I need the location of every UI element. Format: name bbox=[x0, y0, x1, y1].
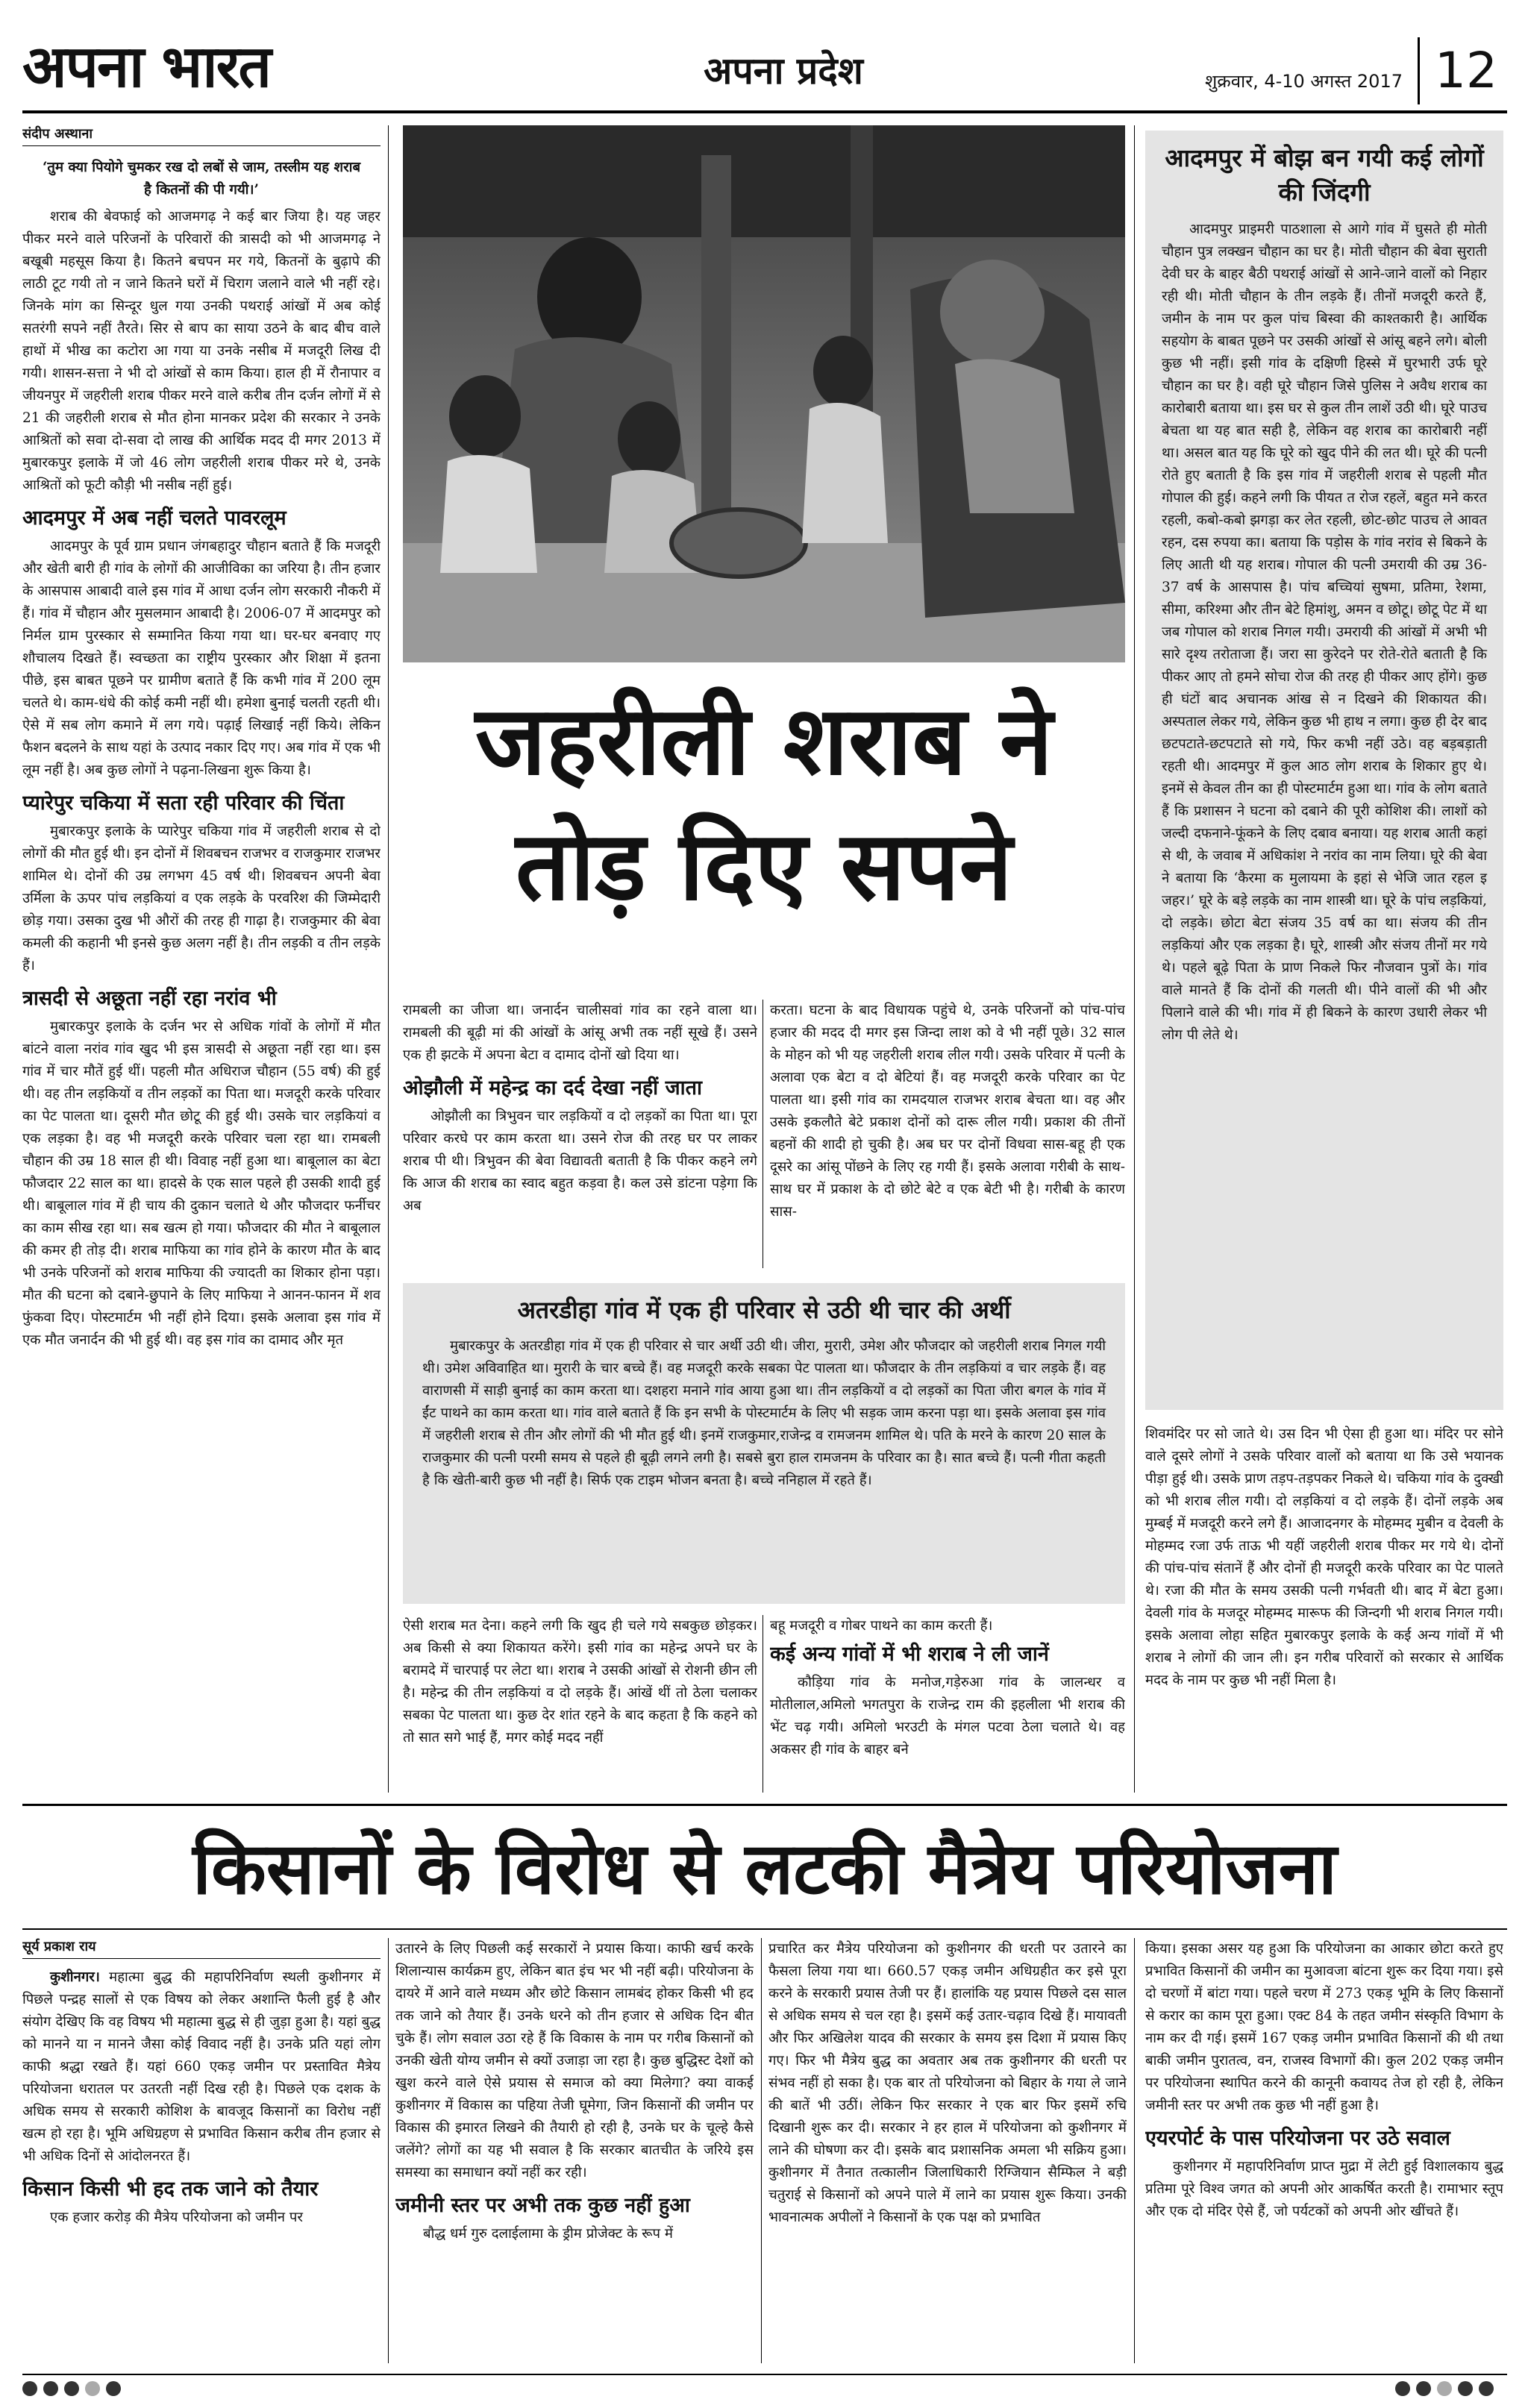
paragraph: करता। घटना के बाद विधायक पहुंचे थे, उनके परिजनों को पांच-पांच हजार की मदद दी मगर इस जिन्दा लाश को वे भी नहीं पूछे। 32 साल के मोहन को भी यह जहरीली शराब लील गयी। उसके परिवार में पत्नी के अलावा एक बेटा व दो बेटियां हैं। वह मजदूरी करके परिवार का पेट पालता था। इसी गांव का रामदयाल राजभर शराब बेचता था। वह और उसके इकलौते बेटे प्रकाश दोनों को दारू लील गयी। प्रकाश की तीनों बहनों की शादी हो चुकी है। अब घर पर दोनों विधवा सास-बहू ही एक दूसरे का आंसू पोंछने के लिए रह गयी हैं। इसके अलावा गरीबी के साथ-साथ घर में प्रकाश के दो छोटे बेटे व एक बेटी भी है। गरीबी के कारण सास- bbox=[770, 1003, 1125, 1220]
story1-left-column bbox=[22, 125, 381, 1793]
low-column-1 bbox=[403, 1615, 757, 1793]
subheading-adampur: आदमपुर में अब नहीं चलते पावरलूम bbox=[22, 507, 286, 530]
box-text: मुबारकपुर के अतरडीहा गांव में एक ही परिवार से चार अर्थी उठी थी। जीरा, मुरारी, उमेश और फौजदार को जहरीली शराब निगल गयी थी। उमेश अविवाहित था। मुरारी के चार बच्चे हैं। वह मजदूरी करके सबका पेट पालता था। फौजदार के तीन लड़कियां व चार लड़के हैं। वह वाराणसी में साड़ी बुनाई का काम करता था। दशहरा मनाने गांव आया हुआ था। तीन लड़कियों व दो लड़कों का पिता जीरा बगल के गांव में ईंट पाथने का काम करता था। गांव वाले बताते हैं कि इन सभी के पोस्टमार्टम के लिए भी सड़क जाम करना पड़ा था। इसके अलावा इस गांव में जहरीली शराब से तीन और लोगों की भी मौत हुई थी। इनमें राजकुमार,राजेन्द्र व रामजनम शामिल थे। पति के मरने के कारण 20 साल के राजकुमार की पत्नी परमी समय से पहले ही बूढ़ी लगने लगी है। सबसे बुरा हाल रामजनम के परिवार का है। सात बच्चे हैं। पत्नी गीता कहती है कि खेती-बारी कुछ भी नहीं है। सिर्फ एक टाइम भोजन बनता है। बच्चे ननिहाल में रहते हैं। bbox=[422, 1338, 1106, 1488]
subheading-pyarepur: प्यारेपुर चकिया में सता रही परिवार की चिंता bbox=[22, 791, 345, 815]
paragraph: मुबारकपुर इलाके के प्यारेपुर चकिया गांव में जहरीली शराब से दो लोगों की मौत हुई थी। इन दोनों में शिवबचन राजभर व राजकुमार राजभर शामिल थे। दोनों की उम्र लगभग 45 वर्ष थी। शिवबचन अपनी बेवा उर्मिला के ऊपर पांच लड़कियां व एक लड़के के परवरिश की जिम्मेदारी छोड़ गया। उसका दुख भी औरों की तरह ही गाढ़ा है। राजकुमार की बेवा कमली की कहानी भी इनसे कुछ अलग नहीं है। तीन लड़की व तीन लड़के हैं। bbox=[22, 824, 381, 973]
paragraph: कौड़िया गांव के मनोज,गड़ेरुआ गांव के जालन्धर व मोतीलाल,अमिलो भगतपुरा के राजेन्द्र राम की इहलीला भी शराब की भेंट चढ़ गयी। अमिलो भरउटी के मंगल पटवा ठेला चलाते थे। वह अकसर ही गांव के बाहर बने bbox=[770, 1675, 1125, 1758]
paragraph: आदमपुर के पूर्व ग्राम प्रधान जंगबहादुर चौहान बताते हैं कि मजदूरी और खेती बारी ही गांव के लोगों की आजीविका का जरिया है। तीन हजार के आसपास आबादी वाले इस गांव में आधा दर्जन लोग सरकारी नौकरी में हैं। गांव में चौहान और मुसलमान आबादी है। 2006-07 में आदमपुर को निर्मल ग्राम पुरस्कार से सम्मानित किया गया था। घर-घर बनवाए गए शौचालय दिखते हैं। स्वच्छता का राष्ट्रीय पुरस्कार और शिक्षा में इतना पीछे, इस बाबत पूछने पर ग्रामीण बताते हैं कि कभी गांव में 200 लूम चलते थे। काम-धंधे की कोई कमी नहीं थी। हमेशा बुनाई चलती रहती थी। ऐसे में सब लोग कमाने में लग गये। पढ़ाई लिखाई नहीं किये। लेकिन फैशन बदलने के साथ यहां के उत्पाद नकार दिए गए। अब गांव में एक भी लूम नहीं है। अब कुछ लोगों ने पढ़ना-लिखना शुरू किया है। bbox=[22, 539, 381, 778]
box-text: आदमपुर प्राइमरी पाठशाला से आगे गांव में घुसते ही मोती चौहान पुत्र लक्खन चौहान का घर है। मोती चौहान की बेवा सुराती देवी घर के बाहर बैठी पथराई आंखों से आने-जाने वालों को निहार रही थी। मोती चौहान के तीन लड़के हैं। तीनों मजदूरी करते हैं, जमीन के नाम पर कुल पांच बिस्वा की काश्तकारी है। आर्थिक सहयोग के बाबत पूछने पर उसकी आंखों से आंसू बहने लगे। बोली कुछ भी नहीं। इसी गांव के दक्षिणी हिस्से में घुरभारी उर्फ घूरे चौहान का घर है। वही घूरे चौहान जिसे पुलिस ने अवैध शराब का कारोबारी बताया था। इस घर से कुल तीन लाशें उठी थी। घूरे पाउच बेचता था यह बात सही है, लेकिन वह शराब का कारोबारी नहीं था। असल बात यह कि घूरे को खुद पीने की लत थी। घूरे की पत्नी रोते हुए बताती है कि इस गांव में जहरीली शराब से पहली मौत गोपाल की हुई। कहने लगी कि पीयत त रोज रहलें, बहुत मने करत रहली, कबो-कबो झगड़ा कर लेत रहली, छोट-छोट पाउच ले आवत रहन, दस रुपया का। बताया कि पड़ोस के गांव नरांव से बिकने के लिए आती थी यह शराब। गोपाल की पत्नी उमरायी की उम्र 36-37 वर्ष के आसपास है। पांच बच्चियां सुषमा, प्रतिमा, रेशमा, सीमा, करिश्मा और तीन बेटे हिमांशु, अमन व छोटू। छोटू पेट में था जब गोपाल को शराब निगल गयी। उमरायी की आंखों में अभी भी सारे दृश्य तरोताजा हैं। जरा सा कुरेदने पर रोते-रोते बताती है कि पीकर आए तो हमने सोचा रोज की तरह ही पीकर आए होंगे। कुछ ही घंटों बाद अचानक आंख से न दिखने की शिकायत की। अस्पताल लेकर गये, लेकिन कुछ भी हाथ न लगा। कुछ ही देर बाद छटपटाते-छटपटाते सो गये, फिर कभी नहीं उठे। वह बड़बड़ाती रहती थी। आदमपुर में कुल आठ लोग शराब के शिकार हुए थे। इनमें से केवल तीन का ही पोस्टमार्टम हुआ था। गांव के लोग बताते हैं कि प्रशासन ने घटना को दबाने की पूरी कोशिश की। लाशों को जल्दी दफनाने-फूंकने के लिए दबाव बनाया। यह शराब आती कहां से थी, के जवाब में अधिकांश ने नरांव का नाम लिया। घूरे की बेवा ने बताया कि ‘कैरमा क मुलायमा के इहां से भेजि जात रहल इ जहर।’ घूरे के बड़े लड़के का नाम शास्त्री था। घूरे के पांच लड़कियां, दो लड़के। छोटा बेटा संजय 35 वर्ष का था। संजय की तीन लड़कियां और एक लड़का है। घूरे, शास्त्री और संजय तीनों मर गये थे। पहले बूढ़े पिता के प्राण निकले फिर नौजवान पुत्रों के। गांव वाले मानते हैं कि दोनों की गलती थी। पीने वालों की भी और पिलाने वाले की भी। गांव में ही बिकने के कारण उधारी लेकर भी लोग पी लेते थे। bbox=[1162, 222, 1487, 1043]
paragraph: शिवमंदिर पर सो जाते थे। उस दिन भी ऐसा ही हुआ था। मंदिर पर सोने वाले दूसरे लोगों ने उसके परिवार वालों को बताया था कि उसे भयानक पीड़ा हुई थी। उसके प्राण तड़प-तड़पकर निकले थे। चकिया गांव के दुक्खी को भी शराब लील गयी। दो लड़कियां व दो लड़के हैं। दोनों लड़के अब मुम्बई में मजदूरी करने लगे हैं। आजादनगर के मोहम्मद मुबीन व देवली के मोहम्मद रजा उर्फ ताऊ भी यहीं जहरीली शराब पीकर मर गये थे। दोनों की पांच-पांच संतानें हैं और दोनों ही मजदूरी करके परिवार का पेट पालते थे। रजा की मौत के समय उसकी पत्नी गर्भवती थी। बाद में बेटा हुआ। देवली गांव के मजदूर मोहम्मद मारूफ की जिन्दगी भी शराब निगल गयी। इसके अलावा लोहा सहित मुबारकपुर इलाके के कई अन्य गांवों में भी शराब ने लोगों की जान ली। इन गरीब परिवारों को सरकार से आर्थिक मदद के नाम पर कुछ भी नहीं मिला है। bbox=[1145, 1426, 1503, 1688]
mid-column-2 bbox=[770, 1000, 1125, 1268]
main-headline bbox=[403, 679, 1125, 977]
paragraph: महात्मा बुद्ध की महापरिनिर्वाण स्थली कुशीनगर में पिछले पन्द्रह सालों से एक विषय को लेकर अशान्ति फैली हुई है और संयोग देखिए कि वह विषय भी महात्मा बुद्ध से ही जुड़ा हुआ है। यहां बुद्ध को मानने या न मानने जैसा कोई विवाद नहीं है। उनके प्रति यहां लोग काफी श्रद्धा रखते हैं। यहां 660 एकड़ जमीन पर प्रस्तावित मैत्रेय परियोजना धरातल पर उतरती नहीं दिख रही है। पिछले एक दशक के अधिक समय से सरकारी कोशिश के बावजूद किसानों का विरोध नहीं खत्म हो रहा है। भूमि अधिग्रहण से प्रभावित किसान करीब तीन हजार से भी अधिक दिनों से आंदोलनरत हैं। bbox=[22, 1969, 381, 2164]
story2-column-3 bbox=[768, 1938, 1127, 2363]
footer-dots-left bbox=[22, 2381, 121, 2396]
paragraph: रामबली का जीजा था। जनार्दन चालीसवां गांव का रहने वाला था। रामबली की बूढ़ी मां की आंखों के आंसू अभी तक नहीं सूखे हैं। उसने एक ही झटके में अपना बेटा व दामाद दोनों खो दिया था। bbox=[403, 1003, 757, 1063]
box-title: अतरडीहा गांव में एक ही परिवार से उठी थी चार की अर्थी bbox=[517, 1296, 1011, 1324]
sidebar-box-atardiha bbox=[403, 1283, 1125, 1604]
paragraph: मुबारकपुर इलाके के दर्जन भर से अधिक गांवों के लोगों में मौत बांटने वाला नरांव गांव खुद भी इस त्रासदी से अछूता नहीं रहा था। इस गांव में चार मौतें हुई थीं। पहली मौत अधिराज चौहान (55 वर्ष) की हुई थी। वह तीन लड़कियों व तीन लड़कों का पिता था। मजदूरी करके परिवार का पेट पालता था। दूसरी मौत छोटू की हुई थी। उसके चार लड़कियां व एक लड़का है। वह भी मजदूरी करके परिवार चला रहा था। रामबली चौहान की उम्र 18 साल ही थी। विवाह नहीं हुआ था। बाबूलाल का बेटा फौजदार 22 साल का था। हादसे के एक साल पहले ही उसकी शादी हुई थी। बाबूलाल गांव में ही चाय की दुकान चलाते थे और फौजदार फर्नीचर का काम सीख रहा था। सब खत्म हो गया। फौजदार की मौत ने बाबूलाल की कमर ही तोड़ दी। शराब माफिया का गांव होने के कारण मौत के बाद भी उनके परिजनों को शराब माफिया की ज्यादती का शिकार होना पड़ा। मौत की घटना को दबाने-छुपाने के लिए माफिया ने आनन-फानन में शव फुंकवा दिए। पोस्टमार्टम भी नहीं होने दिया। इसके अलावा इस गांव में एक मौत जनार्दन की भी हुई थी। वह इस गांव का दामाद और मृत bbox=[22, 1019, 381, 1348]
issue-date: शुक्रवार, 4-10 अगस्त 2017 bbox=[1204, 71, 1403, 92]
paragraph: ओझौली का त्रिभुवन चार लड़कियों व दो लड़कों का पिता था। पूरा परिवार करघे पर काम करता था। उसने रोज की तरह घर पर लाकर शराब पी थी। त्रिभुवन की बेवा विद्यावती बताती है कि पीकर कहने लगे कि आज की शराब का स्वाद बहुत कड़वा है। कल उसे डांटना पड़ेगा कि अब bbox=[403, 1109, 757, 1214]
byline: सूर्य प्रकाश राय bbox=[22, 1938, 381, 1959]
news-photo bbox=[403, 125, 1125, 662]
subheading-ground-level: जमीनी स्तर पर अभी तक कुछ नहीं हुआ bbox=[395, 2194, 690, 2217]
box-title: आदमपुर में बोझ बन गयी कई लोगों की जिंदगी bbox=[1165, 143, 1484, 207]
right-column-continued bbox=[1145, 1423, 1503, 1793]
paragraph: एक हजार करोड़ की मैत्रेय परियोजना को जमीन पर bbox=[50, 2210, 303, 2225]
paragraph: बहू मजदूरी व गोबर पाथने का काम करती हैं। bbox=[770, 1618, 993, 1634]
headline-line: तोड़ दिए सपने bbox=[516, 811, 1012, 922]
story2-column-1 bbox=[22, 1938, 381, 2363]
section-title: अपना प्रदेश bbox=[704, 48, 863, 93]
footer-dots-right bbox=[1395, 2381, 1494, 2396]
paragraph: कुशीनगर में महापरिनिर्वाण प्राप्त मुद्रा में लेटी हुई विशालकाय बुद्ध प्रतिमा पूरे विश्व जगत को अपनी ओर आकर्षित करती है। रामाभार स्तूप और एक दो मंदिर ऐसे हैं, जो पर्यटकों को अपनी ओर खींचते हैं। bbox=[1145, 2159, 1503, 2219]
quote: ‘तुम क्या पियोगे चुमकर रख दो लबों से जाम, तस्लीम यह शराब है कितनों की पी गयी।’ bbox=[42, 160, 361, 198]
story2-column-4 bbox=[1145, 1938, 1503, 2363]
subheading-ojhauli: ओझौली में महेन्द्र का दर्द देखा नहीं जाता bbox=[403, 1076, 702, 1100]
mid-column-1 bbox=[403, 1000, 757, 1268]
masthead-logo: अपना भारत bbox=[22, 34, 270, 101]
low-column-2 bbox=[770, 1615, 1125, 1793]
story2-headline: किसानों के विरोध से लटकी मैत्रेय परियोजना bbox=[192, 1827, 1337, 1910]
paragraph: उतारने के लिए पिछली कई सरकारों ने प्रयास किया। काफी खर्च करके शिलान्यास कार्यक्रम हुए, लेकिन बात इंच भर भी नहीं बढ़ी। परियोजना के दायरे में आने वाले मध्यम और छोटे किसान लामबंद होकर किसी भी हद तक जाने को तैयार हैं। उनके धरने को तीन हजार से अधिक दिन बीत चुके हैं। लोग सवाल उठा रहे हैं कि विकास के नाम पर गरीब किसानों को उनकी खेती योग्य जमीन से क्यों उजाड़ा जा रहा है। कुछ बुद्धिस्ट देशों को खुश करने वाले ऐसे प्रयास से समाज को क्या मिलेगा? क्या वाकई कुशीनगर में विकास का पहिया तेजी घूमेगा, जिन किसानों की जमीन पर विकास की इमारत लिखने की तैयारी हो रही है, उनके घर के चूल्हे कैसे जलेंगे? लोगों का यह भी सवाल है कि सरकार बातचीत के जरिये इस समस्या का समाधान क्यों नहीं कर रही। bbox=[395, 1941, 754, 2180]
subheading-farmers: किसान किसी भी हद तक जाने को तैयार bbox=[22, 2177, 319, 2201]
subheading-other-villages: कई अन्य गांवों में भी शराब ने ली जानें bbox=[770, 1643, 1049, 1666]
sidebar-box-adampur bbox=[1145, 131, 1503, 1410]
intro-paragraph: शराब की बेवफाई को आजमगढ़ ने कई बार जिया है। यह जहर पीकर मरने वाले परिजनों के परिवारों की त्रासदी को भी आजमगढ़ ने बखूबी महसूस किया है। कितने बचपन मर गये, कितनों के बुढ़ापे की लाठी टूट गयी तो न जाने कितने घरों में चिराग जलाने वाले भी नहीं रहे। जिनके मांग का सिन्दूर धुल गया उनकी पथराई आंखों में अब कोई सतरंगी सपने नहीं तैरते। सिर से बाप का साया उठने के बाद बीच वाले हाथों में भीख का कटोरा आ गया या उनके नसीब में मजदूरी लिख दी गयी। शासन-सत्ता ने भी दो आंखों से काम किया। हाल ही में रौनापार व जीयनपुर में जहरीली शराब पीकर मरने वाले करीब तीन दर्जन लोगों में से 21 की जहरीली शराब से मौत होना मानकर प्रदेश की सरकार ने उनके आश्रितों को सवा दो-सवा दो लाख की आर्थिक मदद दी मगर 2013 में मुबारकपुर इलाके में जो 46 लोग जहरीली शराब पीकर मरे थे, उनके आश्रितों को फूटी कौड़ी भी नसीब नहीं हुई। bbox=[22, 209, 381, 493]
paragraph: बौद्ध धर्म गुरु दलाईलामा के ड्रीम प्रोजेक्ट के रूप में bbox=[423, 2226, 673, 2242]
paragraph: ऐसी शराब मत देना। कहने लगी कि खुद ही चले गये सबकुछ छोड़कर। अब किसी से क्या शिकायत करेंगे। इसी गांव का महेन्द्र अपने घर के बरामदे में चारपाई पर लेटा था। शराब ने उसकी आंखों से रोशनी छीन ली है। महेन्द्र की तीन लड़कियां व दो लड़के हैं। आंखें थीं तो ठेला चलाकर सबका पेट पालता था। कुछ देर शांत रहने के बाद कहता है कि कहने को तो सात सगे भाई हैं, मगर कोई मदद नहीं bbox=[403, 1618, 757, 1746]
subheading-airport: एयरपोर्ट के पास परियोजना पर उठे सवाल bbox=[1145, 2127, 1450, 2150]
paragraph: किया। इसका असर यह हुआ कि परियोजना का आकार छोटा करते हुए प्रभावित किसानों की जमीन का मुआवजा बांटना शुरू कर दिया गया। इसे दो चरणों में बांटा गया। पहले चरण में 273 एकड़ भूमि के लिए किसानों से करार का काम पूरा हुआ। एक्ट 84 के तहत जमीन संस्कृति विभाग के नाम कर दी गई। इसमें 167 एकड़ जमीन प्रभावित किसानों की थी तथा बाकी जमीन पुरातत्व, वन, राजस्व विभागों की। कुल 202 एकड़ जमीन पर परियोजना स्थापित करने की कानूनी कवायद तेज हो रही है, लेकिन जमीनी स्तर पर अभी तक कुछ भी नहीं हुआ है। bbox=[1145, 1941, 1503, 2113]
page-number: 12 bbox=[1435, 42, 1497, 99]
paragraph: प्रचारित कर मैत्रेय परियोजना को कुशीनगर की धरती पर उतारने का फैसला लिया गया था। 660.57 एकड़ जमीन अधिग्रहीत कर इसे पूरा करने के सरकारी प्रयास तेजी पर हैं। हालांकि यह प्रयास पिछले दस साल से अधिक समय से चल रहा है। इसमें कई उतार-चढ़ाव दिखे हैं। मायावती और फिर अखिलेश यादव की सरकार के समय इस दिशा में प्रयास किए गए। फिर भी मैत्रेय बुद्ध का अवतार अब तक कुशीनगर की धरती पर संभव नहीं हो सका है। एक बार तो परियोजना को बिहार के गया ले जाने की बातें भी उठीं। लेकिन फिर सरकार ने एक बार फिर इसमें रुचि दिखानी शुरू कर दी। सरकार ने हर हाल में परियोजना को कुशीनगर में लाने की घोषणा कर दी। इसके बाद प्रशासनिक अमला भी सक्रिय हुआ। कुशीनगर में तैनात तत्कालीन जिलाधिकारी रिग्जियान सैम्फिल ने बड़ी चतुराई से किसानों को अपने पाले में लाने का प्रयास शुरू किया। उनकी भावनात्मक अपीलों ने किसानों के एक पक्ष को प्रभावित bbox=[768, 1941, 1127, 2225]
story2-column-2 bbox=[395, 1938, 754, 2363]
subheading-naranv: त्रासदी से अछूता नहीं रहा नरांव भी bbox=[22, 987, 277, 1010]
dateline: कुशीनगर। bbox=[50, 1969, 100, 1985]
headline-line: जहरीली शराब ने bbox=[475, 686, 1053, 797]
byline: संदीप अस्थाना bbox=[22, 125, 381, 146]
